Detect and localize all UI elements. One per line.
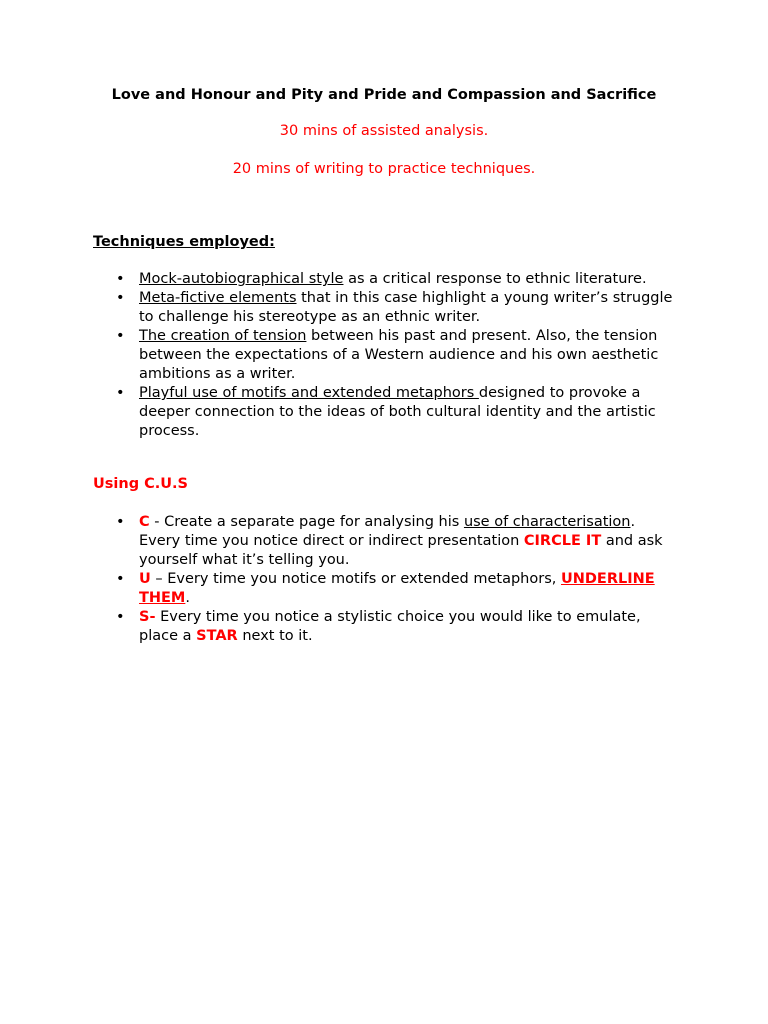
list-item (93, 384, 678, 441)
bullet-icon: • (116, 290, 125, 306)
bullet-icon: • (116, 271, 125, 287)
technique-text: as a critical response to ethnic literature. (343, 271, 647, 287)
bullet-icon: • (116, 609, 125, 625)
technique-term: Meta-fictive elements (139, 290, 297, 306)
document-title: Love and Honour and Pity and Pride and Compassion and Sacrifice (111, 87, 657, 103)
cus-heading: Using C.U.S (93, 476, 189, 492)
cus-letter-s: S- (139, 609, 156, 625)
techniques-list (93, 270, 678, 441)
list-item (93, 570, 678, 608)
cus-letter-u: U (139, 571, 151, 587)
list-item (93, 327, 678, 384)
technique-text: designed to provoke a deeper connection to the ideas of both cultural identity and the artistic process. (139, 385, 656, 439)
cus-underlined-term: use of characterisation (463, 514, 631, 530)
technique-term: Mock-autobiographical style (139, 271, 344, 287)
list-item (93, 270, 678, 289)
cus-emphasis: CIRCLE IT (523, 533, 602, 549)
subtitle-analysis-time: 30 mins of assisted analysis. (279, 123, 489, 139)
list-item (93, 513, 678, 570)
cus-emphasis: STAR (196, 628, 238, 644)
technique-text: that in this case highlight a young writer’s struggle to challenge his stereotype as an ethnic writer. (139, 290, 673, 325)
cus-text: . Every time you notice direct or indirect presentation (139, 514, 636, 549)
cus-text: and ask yourself what it’s telling you. (139, 533, 663, 568)
cus-emphasis: UNDERLINE THEM (139, 571, 655, 606)
bullet-icon: • (116, 514, 125, 530)
bullet-icon: • (116, 328, 125, 344)
subtitle-writing-time: 20 mins of writing to practice techniques. (232, 161, 536, 177)
cus-text: Every time you notice a stylistic choice you would like to emulate, place a (139, 609, 641, 644)
techniques-heading: Techniques employed: (93, 234, 275, 250)
list-item (93, 608, 678, 646)
list-item (93, 289, 678, 327)
bullet-icon: • (116, 385, 125, 401)
bullet-icon: • (116, 571, 125, 587)
technique-term: The creation of tension (139, 328, 307, 344)
cus-letter-c: C (139, 514, 150, 530)
cus-text: - Create a separate page for analysing his (149, 514, 464, 530)
cus-text: – Every time you notice motifs or extended metaphors, (150, 571, 561, 587)
cus-list (93, 513, 678, 646)
technique-text: between his past and present. Also, the tension between the expectations of a Western audience and his own aesthetic ambitions as a writer. (139, 328, 659, 382)
cus-text: next to it. (237, 628, 313, 644)
technique-term: Playful use of motifs and extended metaphors (139, 385, 479, 401)
cus-text: . (185, 590, 190, 606)
